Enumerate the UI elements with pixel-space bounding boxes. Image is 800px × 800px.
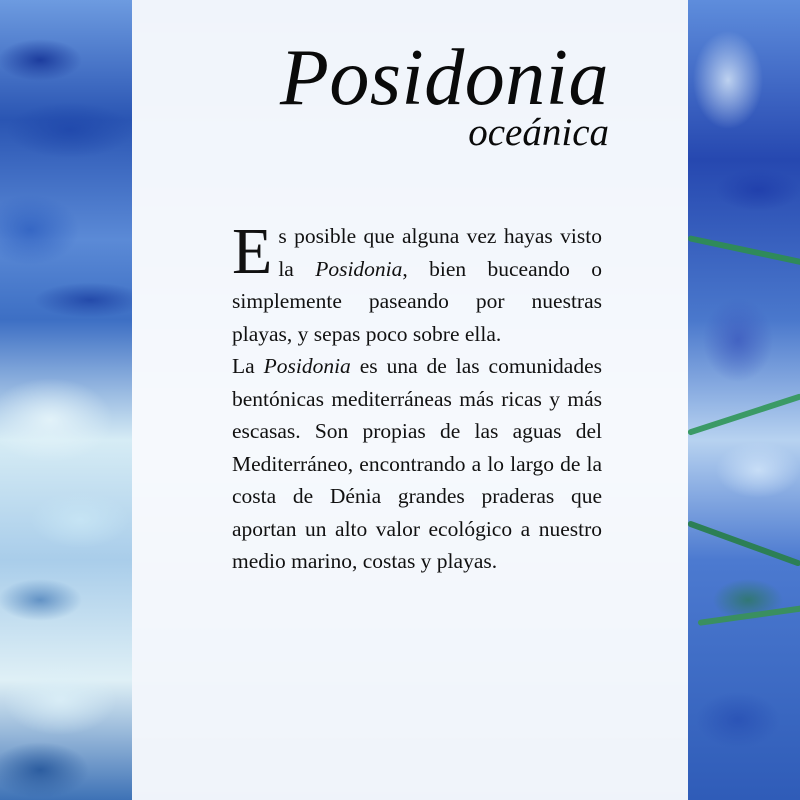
title-block xyxy=(132,34,609,154)
right-seagrass-photo xyxy=(688,0,800,800)
article-body xyxy=(232,215,602,578)
species-name: Posidonia xyxy=(263,354,351,378)
paragraph-text: s posible que alguna vez hayas visto la xyxy=(278,224,602,281)
text-panel xyxy=(132,0,688,800)
paragraph-text: es una de las comunidades bentónicas mediterráneas más ricas y más escasas. Son propias de las aguas del Mediterráneo, encontrando a lo largo de la costa de Dénia grandes praderas que aportan un alto valor ecológico a nuestro medio marino, costas y playas. xyxy=(232,354,602,573)
paragraph-text: , bien buceando o simplemente paseando por nuestras playas, y sepas poco sobre ella. xyxy=(232,256,602,346)
paragraph-2 xyxy=(232,350,602,578)
left-seagrass-photo xyxy=(0,0,132,800)
species-name: Posidonia xyxy=(315,256,403,281)
paragraph-text: La xyxy=(232,354,264,378)
paragraph-1 xyxy=(232,215,602,350)
page-subtitle: oceánica xyxy=(468,111,609,154)
page-title: Posidonia xyxy=(280,34,609,122)
drop-cap: E xyxy=(232,215,273,288)
